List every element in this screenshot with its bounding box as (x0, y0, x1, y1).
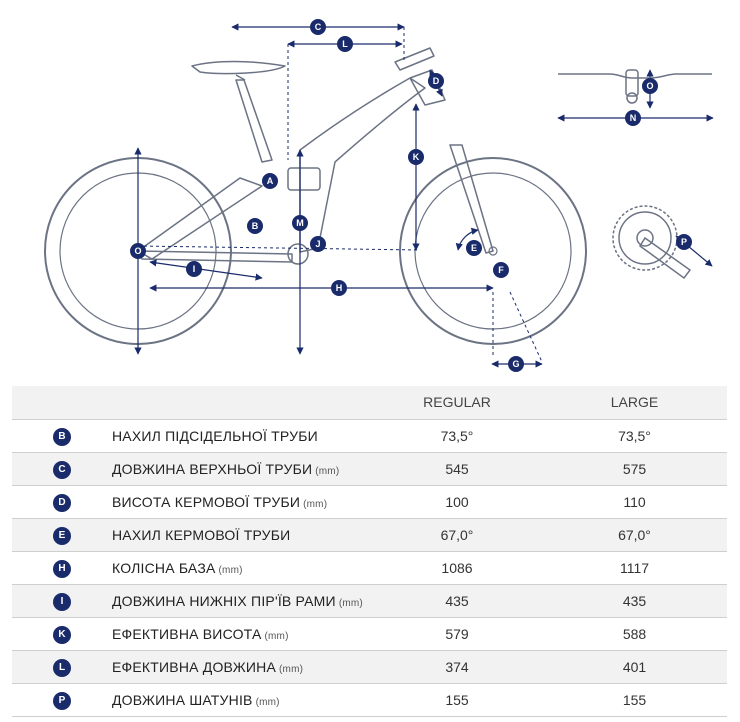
svg-text:P: P (680, 237, 688, 247)
table-row (12, 584, 727, 617)
row-unit: (mm) (255, 696, 280, 708)
row-badge: C (53, 461, 71, 479)
row-badge: I (53, 593, 71, 611)
svg-text:O: O (134, 246, 142, 256)
svg-text:N: N (629, 113, 637, 123)
row-regular: 374 (372, 650, 542, 683)
svg-text:D: D (432, 76, 440, 86)
table-row (12, 518, 727, 551)
row-unit: (mm) (338, 597, 363, 609)
svg-text:M: M (296, 218, 304, 228)
row-badge: E (53, 527, 71, 545)
marker-j (310, 236, 326, 252)
marker-h (331, 280, 347, 296)
marker-b (247, 218, 263, 234)
svg-text:I: I (192, 264, 196, 274)
geometry-table (12, 386, 727, 717)
svg-text:C: C (314, 22, 322, 32)
marker-e (466, 240, 482, 256)
row-large: 435 (542, 584, 727, 617)
row-label: НАХИЛ ПІДСІДЕЛЬНОЇ ТРУБИ (112, 427, 318, 444)
svg-text:O: O (646, 81, 654, 91)
row-badge: B (53, 428, 71, 446)
row-large: 110 (542, 485, 727, 518)
row-unit: (mm) (218, 564, 243, 576)
marker-o-handlebar (642, 78, 658, 94)
row-large: 588 (542, 617, 727, 650)
table-row (12, 650, 727, 683)
svg-text:J: J (315, 239, 321, 249)
marker-o-wheel (130, 243, 146, 259)
row-unit: (mm) (264, 630, 289, 642)
row-unit: (mm) (279, 663, 304, 675)
row-label: ВИСОТА КЕРМОВОЇ ТРУБИ (112, 493, 301, 510)
row-label: ЕФЕКТИВНА ВИСОТА (112, 625, 262, 642)
row-label: ДОВЖИНА ШАТУНІВ (112, 691, 253, 708)
row-regular: 155 (372, 683, 542, 716)
marker-l (337, 36, 353, 52)
row-unit: (mm) (315, 465, 340, 477)
row-regular: 67,0° (372, 518, 542, 551)
row-unit: (mm) (303, 498, 328, 510)
row-regular: 545 (372, 452, 542, 485)
svg-text:H: H (335, 283, 343, 293)
table-row (12, 452, 727, 485)
row-label: НАХИЛ КЕРМОВОЇ ТРУБИ (112, 526, 291, 543)
table-header-row (12, 386, 727, 419)
row-large: 73,5° (542, 419, 727, 452)
svg-text:G: G (512, 359, 520, 369)
row-label: ДОВЖИНА ВЕРХНЬОЇ ТРУБИ (112, 460, 313, 477)
row-label: ЕФЕКТИВНА ДОВЖИНА (112, 658, 277, 675)
row-regular: 100 (372, 485, 542, 518)
row-label: ДОВЖИНА НИЖНІХ ПІР'ЇВ РАМИ (112, 592, 336, 609)
table-row (12, 485, 727, 518)
table-row (12, 617, 727, 650)
row-label: КОЛІСНА БАЗА (112, 559, 216, 576)
svg-text:L: L (342, 39, 348, 49)
handlebar-inset (558, 70, 712, 103)
marker-d (428, 73, 444, 89)
row-badge: H (53, 560, 71, 578)
marker-i (186, 261, 202, 277)
svg-text:E: E (470, 243, 478, 253)
row-large: 1117 (542, 551, 727, 584)
marker-k (408, 149, 424, 165)
marker-g (508, 356, 524, 372)
svg-text:B: B (251, 221, 259, 231)
row-badge: D (53, 494, 71, 512)
row-large: 401 (542, 650, 727, 683)
reference-lines (138, 27, 542, 362)
row-badge: P (53, 692, 71, 710)
svg-text:A: A (266, 176, 274, 186)
svg-text:F: F (498, 265, 504, 275)
svg-text:K: K (412, 152, 420, 162)
header-regular: REGULAR (372, 386, 542, 419)
row-regular: 73,5° (372, 419, 542, 452)
marker-f (493, 262, 509, 278)
header-large: LARGE (542, 386, 727, 419)
table-row (12, 551, 727, 584)
marker-c (310, 19, 326, 35)
row-badge: K (53, 626, 71, 644)
table-row (12, 419, 727, 452)
table-row (12, 683, 727, 716)
row-large: 575 (542, 452, 727, 485)
row-regular: 1086 (372, 551, 542, 584)
row-badge: L (53, 659, 71, 677)
marker-p (676, 234, 692, 250)
row-large: 67,0° (542, 518, 727, 551)
marker-m (292, 215, 308, 231)
row-regular: 435 (372, 584, 542, 617)
row-regular: 579 (372, 617, 542, 650)
row-large: 155 (542, 683, 727, 716)
marker-n (625, 110, 641, 126)
marker-a (262, 173, 278, 189)
